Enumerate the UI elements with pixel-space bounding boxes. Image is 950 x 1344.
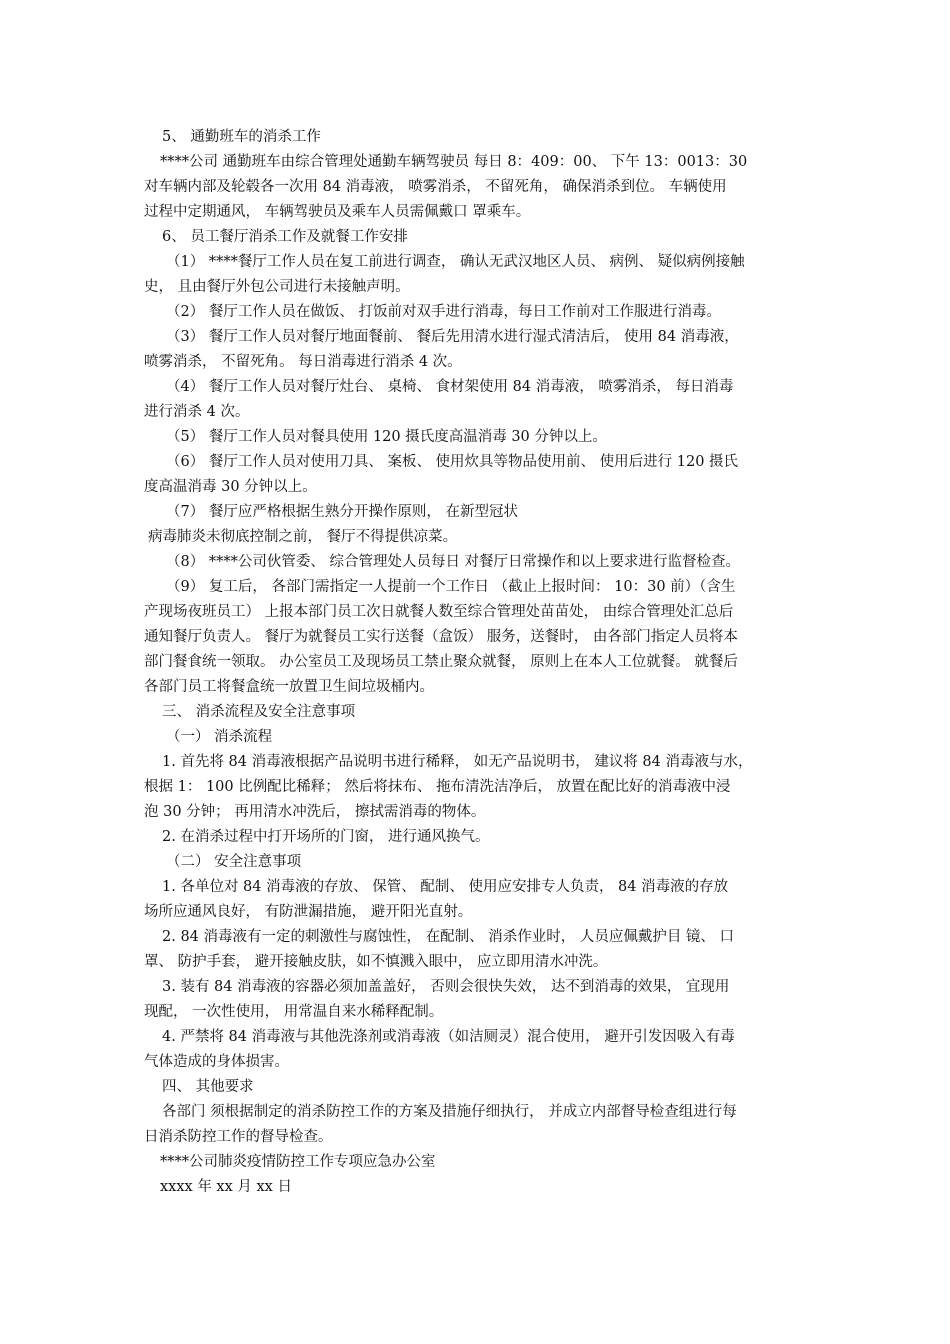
paragraph-line: 日消杀防控工作的督导检查。 [144,1129,333,1145]
list-item-line: （5） 餐厅工作人员对餐具使用 120 摄氏度高温消毒 30 分钟以上。 [166,429,607,445]
list-item-line: （1） ****餐厅工作人员在复工前进行调查， 确认无武汉地区人员、 病例、 疑似病例接触 [166,254,745,270]
signature-office: ****公司肺炎疫情防控工作专项应急办公室 [160,1154,436,1170]
subsection-heading-process: （一） 消杀流程 [166,729,273,745]
list-item-line: （4） 餐厅工作人员对餐厅灶台、 桌椅、 食材架使用 84 消毒液， 喷雾消杀， 每日消毒 [166,379,734,395]
list-item-line: 场所应通风良好， 有防泄漏措施， 避开阳光直射。 [144,904,473,920]
list-item-line: 现配， 一次性使用， 用常温自来水稀释配制。 [144,1004,444,1020]
list-item-line: 泡 30 分钟； 再用清水冲洗后， 擦拭需消毒的物体。 [144,804,486,820]
list-item-line: 史， 且由餐厅外包公司进行未接触声明。 [144,279,410,295]
list-item-line: 通知餐厅负责人。 餐厅为就餐员工实行送餐（盒饭） 服务，送餐时， 由各部门指定人员将本 [144,629,738,645]
section-heading-disinfection: 三、 消杀流程及安全注意事项 [162,704,356,720]
paragraph-line: 各部门 须根据制定的消杀防控工作的方案及措施仔细执行， 并成立内部督导检查组进行每 [162,1104,737,1120]
list-item-line: 产现场夜班员工） 上报本部门员工次日就餐人数至综合管理处苗苗处， 由综合管理处汇总后 [144,604,734,620]
list-item-line: 各部门员工将餐盒统一放置卫生间垃圾桶内。 [144,679,434,695]
list-item-line: 2. 在消杀过程中打开场所的门窗， 进行通风换气。 [162,829,490,845]
list-item-line: （3） 餐厅工作人员对餐厅地面餐前、 餐后先用清水进行湿式清洁后， 使用 84 消毒液， [166,329,739,345]
list-item-line: （7） 餐厅应严格根据生熟分开操作原则， 在新型冠状 [166,504,518,520]
paragraph-line: 过程中定期通风， 车辆驾驶员及乘车人员需佩戴口 罩乘车。 [144,204,531,220]
list-item-line: （8） ****公司伙管委、 综合管理处人员每日 对餐厅日常操作和以上要求进行监督检查。 [166,554,741,570]
paragraph-line: 对车辆内部及轮毂各一次用 84 消毒液， 喷雾消杀， 不留死角， 确保消杀到位。 车辆使用 [144,179,727,195]
list-item-line: 进行消杀 4 次。 [144,404,250,420]
list-item-line: （6） 餐厅工作人员对使用刀具、 案板、 使用炊具等物品使用前、 使用后进行 120 摄氏 [166,454,739,470]
list-item-line: 1. 首先将 84 消毒液根据产品说明书进行稀释， 如无产品说明书， 建议将 84 消毒液与水， [162,754,753,770]
list-item-line: 病毒肺炎未彻底控制之前， 餐厅不得提供凉菜。 [148,529,458,545]
list-item-line: 2. 84 消毒液有一定的刺激性与腐蚀性， 在配制、 消杀作业时， 人员应佩戴护目 镜、 口 [162,929,735,945]
section-heading-other: 四、 其他要求 [162,1079,254,1095]
list-item-line: 喷雾消杀， 不留死角。 每日消毒进行消杀 4 次。 [144,354,462,370]
list-item-line: （9） 复工后， 各部门需指定一人提前一个工作日 （截止上报时间： 10：30 前）（含生 [166,579,736,595]
section-heading-canteen: 6、 员工餐厅消杀工作及就餐工作安排 [162,229,408,245]
subsection-heading-safety: （二） 安全注意事项 [166,854,302,870]
list-item-line: 气体造成的身体损害。 [144,1054,289,1070]
list-item-line: （2） 餐厅工作人员在做饭、 打饭前对双手进行消毒，每日工作前对工作服进行消毒。 [166,304,721,320]
list-item-line: 罩、 防护手套， 避开接触皮肤，如不慎溅入眼中， 应立即用清水冲洗。 [144,954,608,970]
list-item-line: 1. 各单位对 84 消毒液的存放、 保管、 配制、 使用应安排专人负责， 84 消毒液的存放 [162,879,729,895]
list-item-line: 度高温消毒 30 分钟以上。 [144,479,317,495]
list-item-line: 部门餐食统一领取。 办公室员工及现场员工禁止聚众就餐， 原则上在本人工位就餐。 就餐后 [144,654,738,670]
paragraph-line: ****公司 通勤班车由综合管理处通勤车辆驾驶员 每日 8：409：00、 下午 13：0013：30 [160,154,748,170]
signature-date: xxxx 年 xx 月 xx 日 [160,1179,292,1195]
list-item-line: 根据 1： 100 比例配比稀释； 然后将抹布、 拖布清洗洁净后， 放置在配比好的消毒液中浸 [144,779,731,795]
section-heading-shuttle: 5、 通勤班车的消杀工作 [162,129,321,145]
list-item-line: 4. 严禁将 84 消毒液与其他洗涤剂或消毒液（如洁厕灵）混合使用， 避开引发因吸入有毒 [162,1029,735,1045]
list-item-line: 3. 装有 84 消毒液的容器必须加盖盖好， 否则会很快失效， 达不到消毒的效果， 宜现用 [162,979,730,995]
